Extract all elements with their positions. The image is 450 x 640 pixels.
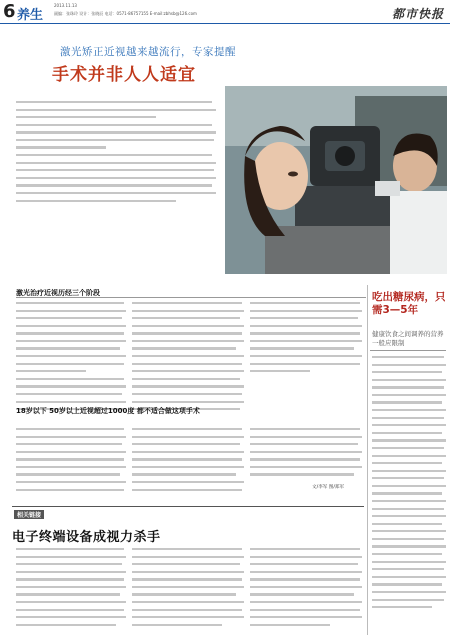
section-name: 养生 xyxy=(17,8,44,23)
intro-text xyxy=(16,101,216,207)
author-credit: 文/李军 图/郑军 xyxy=(312,485,345,490)
body-column-2 xyxy=(132,302,244,416)
bottom-column-2 xyxy=(132,548,244,631)
body-column-6 xyxy=(250,428,362,481)
bottom-divider xyxy=(12,506,364,507)
body-column-3 xyxy=(250,302,362,378)
page-number: 6 xyxy=(3,1,16,22)
body-column-1 xyxy=(16,302,126,416)
sidebar-body xyxy=(372,356,446,614)
section-heading-lasik-stages: 激光治疗近视历经三个阶段 xyxy=(16,289,100,297)
bottom-column-3 xyxy=(250,548,362,631)
subheadline: 激光矫正近视越来越流行，专家提醒 xyxy=(60,46,236,58)
body-column-5 xyxy=(132,428,244,496)
column-rule xyxy=(367,285,368,635)
masthead: 都市快报 xyxy=(391,7,444,21)
headline: 手术并非人人适宜 xyxy=(52,65,196,85)
sidebar-subline: 健康饮食之间调养的营养一般应限制 xyxy=(372,330,444,347)
sidebar-divider xyxy=(370,350,446,351)
editor-line: 副编：张珠玲 设计：张晓辰 电话：0571-86757155 E-mail:zbhsb@126.com xyxy=(54,11,197,16)
body-column-4 xyxy=(16,428,126,496)
bottom-headline: 电子终端设备成视力杀手 xyxy=(12,530,161,545)
divider xyxy=(16,297,366,298)
related-tag: 相关链接 xyxy=(14,510,44,519)
bottom-column-1 xyxy=(16,548,126,631)
sidebar-headline: 吃出糖尿病，只需3—5年 xyxy=(372,291,446,316)
section-heading-age-limit: 18岁以下 50岁以上近视超过1000度 都不适合做这项手术 xyxy=(16,407,200,415)
eye-exam-photo xyxy=(225,86,447,274)
page-header xyxy=(0,0,450,24)
date-line: 2013.11.13 xyxy=(54,3,77,8)
